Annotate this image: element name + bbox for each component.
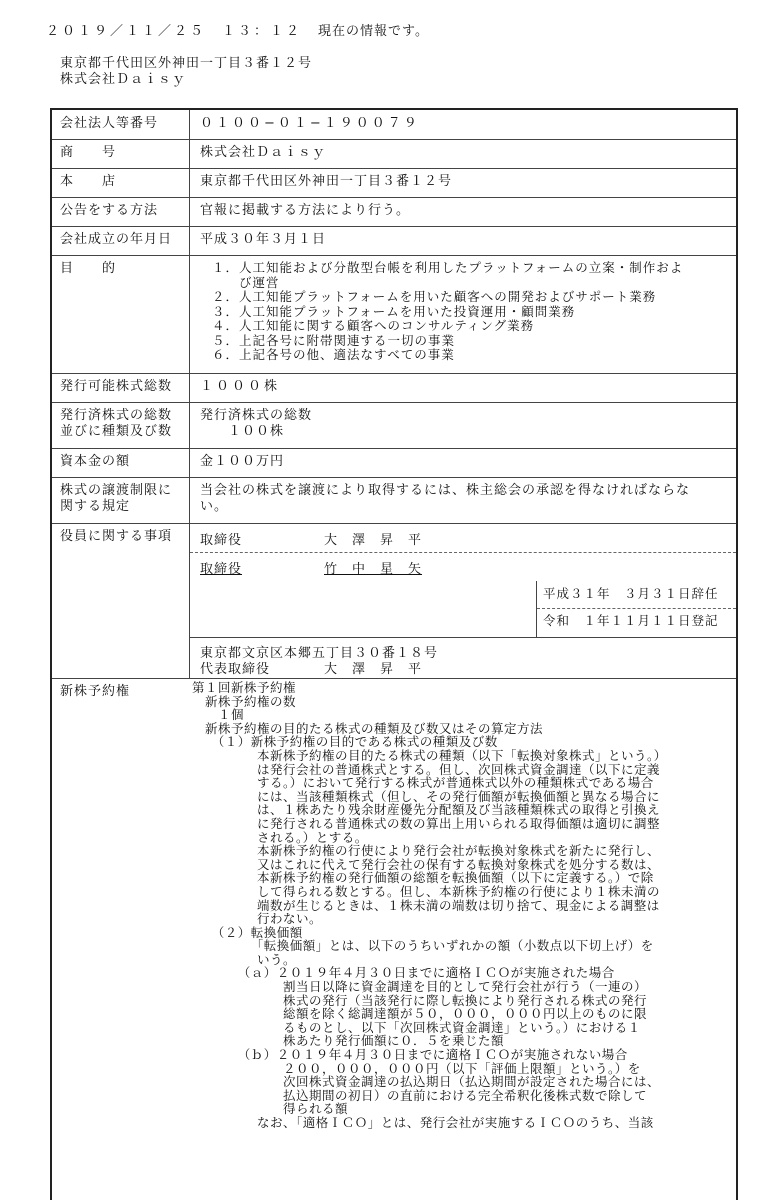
label-public-notice: 公告をする方法 <box>52 197 190 226</box>
text-line: には、当該種類株式（但し、その発行価額が転換価額と異なる場合に <box>192 788 661 804</box>
label-issued-shares <box>52 402 190 448</box>
text-line: 行わない。 <box>192 911 323 927</box>
purpose-item: ３．人工知能プラットフォームを用いた投資運用・顧問業務 <box>212 303 576 319</box>
value-corp-number: ０１００−０１−１９００７９ <box>200 116 420 131</box>
rep-address: 東京都文京区本郷五丁目３０番１８号 <box>200 646 439 661</box>
value-line: １００株 <box>200 424 285 439</box>
value-authorized-shares: １０００株 <box>200 379 281 394</box>
row-officers <box>52 523 736 679</box>
value-established: 平成３０年３月１日 <box>200 232 327 247</box>
value-transfer-restriction <box>200 483 728 515</box>
label-line: 株式の譲渡制限に <box>60 483 173 498</box>
purpose-item: ６．上記各号の他、適法なすべての事業 <box>212 347 455 362</box>
purpose-item: ２．人工知能プラットフォームを用いた顧客への開発およびサポート業務 <box>212 289 657 304</box>
rep-title: 代表取締役 <box>200 662 271 677</box>
text-line: 払込期間の初日）の直前における完全希釈化後株式数で除して <box>192 1087 648 1103</box>
text-line: （１）新株予約権の目的である株式の種類及び数 <box>192 734 498 750</box>
register-document <box>50 108 738 1200</box>
text-line: ２００，０００，０００円（以下「評価上限額」という。）を <box>192 1060 641 1076</box>
text-line: 本新株予約権の目的たる株式の種類（以下「転換対象株式」という。） <box>192 747 667 763</box>
text-line: 本新株予約権の発行価額の総額を転換価額（以下に定義する。）で除 <box>192 870 654 886</box>
text-line: 端数が生じるときは、１株未満の端数は切り捨て、現金による調整は <box>192 897 660 913</box>
text-line: は、１株あたり残余財産優先分配額及び当該種類株式の取得と引換え <box>192 802 661 818</box>
value-line: い。 <box>200 499 229 514</box>
label-purpose: 目 的 <box>52 255 190 373</box>
value-trade-name: 株式会社Ｄａｉｓｙ <box>200 145 327 160</box>
text-line: 割当日以降に資金調達を目的として発行会社が行う（一連の） <box>192 979 648 995</box>
text-line: 次回株式資金調達の払込期日（払込期間が設定された場合には、 <box>192 1074 661 1090</box>
registration-box <box>536 581 736 637</box>
divider <box>537 608 736 609</box>
row-authorized-shares <box>52 373 736 403</box>
officer-title: 取締役 <box>200 533 243 548</box>
row-established <box>52 226 736 256</box>
text-line: 株あたり発行価額に０．５を乗じた額 <box>192 1033 505 1049</box>
label-line: 発行済株式の総数 <box>60 408 173 423</box>
text-line: １個 <box>192 707 245 723</box>
row-transfer-restriction <box>52 477 736 524</box>
purpose-item: び運営 <box>212 274 280 290</box>
value-head-office: 東京都千代田区外神田一丁目３番１２号 <box>200 174 453 189</box>
rep-name: 大 澤 昇 平 <box>324 662 423 677</box>
text-line: 総額を除く総調達額が５０，０００，０００円以上のものに限 <box>192 1006 648 1022</box>
purpose-item: ４．人工知能に関する顧客へのコンサルティング業務 <box>212 318 535 333</box>
row-head-office <box>52 168 736 198</box>
text-line: して得られる数とする。但し、本新株予約権の行使により１株未満の <box>192 883 661 899</box>
purpose-list <box>212 261 728 363</box>
text-line: （ｂ）２０１９年４月３０日までに適格ＩＣＯが実施されない場合 <box>192 1047 628 1063</box>
text-line: 又はこれに代えて発行会社の保有する転換対象株式を処分する数は、 <box>192 856 661 872</box>
label-officers: 役員に関する事項 <box>52 523 190 678</box>
print-datetime: ２０１９／１１／２５ １３：１２ 現在の情報です。 <box>46 24 429 39</box>
value-line: 発行済株式の総数 <box>200 408 313 423</box>
text-line: 株式の発行（当該発行に際し転換により発行される株式の発行 <box>192 992 648 1008</box>
purpose-item: ５．上記各号に附帯関連する一切の事業 <box>212 332 456 348</box>
text-line: 新株予約権の数 <box>192 693 297 709</box>
officer-title-struck: 取締役 <box>200 562 243 577</box>
row-public-notice <box>52 197 736 227</box>
value-capital: 金１００万円 <box>200 454 285 469</box>
text-line: 「転換価額」とは、以下のうちいずれかの額（小数点以下切上げ）を <box>192 938 654 954</box>
label-head-office: 本 店 <box>52 168 190 197</box>
value-line: 当会社の株式を譲渡により取得するには、株主総会の承認を得なければならな <box>200 483 691 498</box>
value-issued-shares <box>200 408 728 440</box>
text-line: は発行会社の普通株式とする。但し、次回株式資金調達（以下に定義 <box>192 761 661 777</box>
purpose-item: １．人工知能および分散型台帳を利用したプラットフォームの立案・制作およ <box>212 260 684 275</box>
row-corp-number <box>52 110 736 140</box>
label-established: 会社成立の年月日 <box>52 226 190 255</box>
stock-acquisition-text <box>192 681 732 1130</box>
officer-name: 大 澤 昇 平 <box>324 533 423 548</box>
text-line: いう。 <box>192 951 297 967</box>
status-text: 現在の情報です。 <box>318 24 429 39</box>
header-company: 株式会社Ｄａｉｓｙ <box>60 72 187 87</box>
label-authorized-shares: 発行可能株式総数 <box>52 373 190 402</box>
text-line: 本新株予約権の行使により発行会社が転換対象株式を新たに発行し、 <box>192 843 661 859</box>
text-line: るものとし、以下「次回株式資金調達」という。）における１ <box>192 1019 641 1035</box>
divider <box>190 552 736 553</box>
text-line: 新株予約権の目的たる株式の種類及び数又はその算定方法 <box>192 720 544 736</box>
text-line: なお、「適格ＩＣＯ」とは、発行会社が実施するＩＣＯのうち、当該 <box>192 1115 654 1130</box>
resignation-date: 平成３１年 ３月３１日辞任 <box>543 586 719 601</box>
row-capital <box>52 448 736 478</box>
text-line: （ａ）２０１９年４月３０日までに適格ＩＣＯが実施された場合 <box>192 965 615 981</box>
row-stock-acquisition <box>52 678 736 1200</box>
label-capital: 資本金の額 <box>52 448 190 477</box>
text-line: する。）において発行する株式が普通株式以外の種類株式である場合 <box>192 775 654 791</box>
label-trade-name: 商 号 <box>52 139 190 168</box>
label-corp-number: 会社法人等番号 <box>52 110 190 139</box>
label-stock-acquisition: 新株予約権 <box>60 684 131 699</box>
label-transfer-restriction <box>52 477 190 523</box>
row-trade-name <box>52 139 736 169</box>
text-line: に発行される普通株式の数の算出上用いられる取得価額は適切に調整 <box>192 815 661 831</box>
officer-name-struck: 竹 中 星 矢 <box>324 562 423 577</box>
divider <box>190 637 736 638</box>
value-public-notice: 官報に掲載する方法により行う。 <box>200 203 411 218</box>
label-line: 関する規定 <box>60 499 131 514</box>
registration-date: 令和 １年１１月１１日登記 <box>543 613 719 628</box>
text-line: （２）転換価額 <box>192 924 303 940</box>
row-issued-shares <box>52 402 736 449</box>
text-line: される。）とする。 <box>192 829 368 845</box>
header-address: 東京都千代田区外神田一丁目３番１２号 <box>60 56 313 71</box>
text-line: 第１回新株予約権 <box>192 680 297 695</box>
label-line: 並びに種類及び数 <box>60 424 173 439</box>
text-line: 得られる額 <box>192 1101 349 1117</box>
row-purpose <box>52 255 736 374</box>
